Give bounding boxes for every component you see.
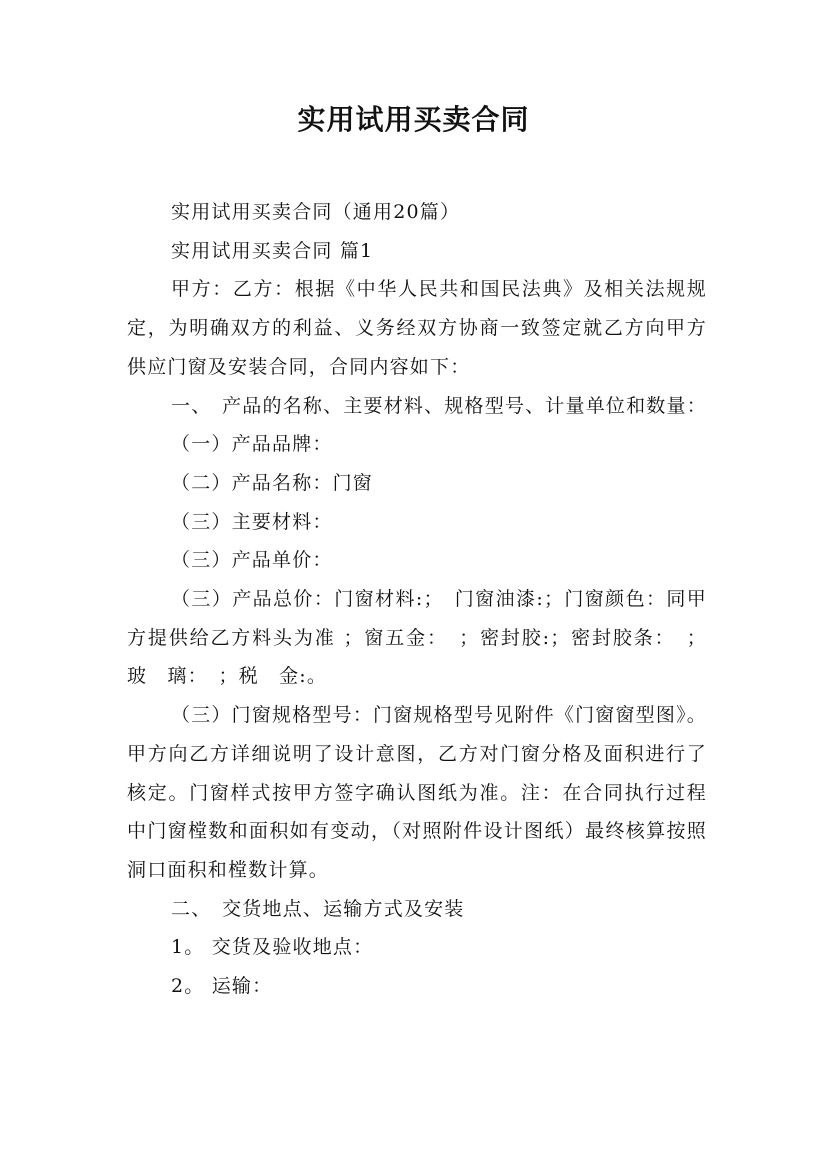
paragraph-brand: （一）产品品牌： — [171, 433, 333, 456]
paragraph-specifications: （三）门窗规格型号：门窗规格型号见附件《门窗窗型图》。甲方向乙方详细说明了设计意图，乙方对门窗分格及面积进行了核定。门窗样式按甲方签字确认图纸为准。注：在合同执行过程中门窗樘数和面积如有变动，（对照附件设计图纸）最终核算按照洞口面积和樘数计算。 — [127, 704, 707, 881]
document-body — [127, 193, 707, 1006]
paragraph-transport: 2。 运输： — [171, 975, 273, 998]
paragraph-total-price: （三）产品总价：门窗材料:； 门窗油漆:；门窗颜色：同甲方提供给乙方料头为准 ；窗五金： ；密封胶:；密封胶条： ；玻 璃： ；税 金:。 — [127, 588, 707, 688]
paragraph-unit-price: （三）产品单价： — [171, 549, 333, 572]
paragraph-subtitle: 实用试用买卖合同（通用20篇） — [171, 201, 461, 223]
paragraph-product-name: （二）产品名称：门窗 — [171, 471, 374, 494]
paragraph-clause-2: 二、 交货地点、运输方式及安装 — [171, 897, 465, 920]
paragraph-delivery-location: 1。 交货及验收地点： — [171, 936, 374, 959]
paragraph-materials: （三）主要材料： — [171, 510, 333, 533]
paragraph-clause-1: 一、 产品的名称、主要材料、规格型号、计量单位和数量： — [171, 394, 707, 417]
document-title: 实用试用买卖合同 — [297, 103, 530, 136]
paragraph-parties: 甲方：乙方：根据《中华人民共和国民法典》及相关法规规定，为明确双方的利益、义务经双方协商一致签定就乙方向甲方供应门窗及安装合同，合同内容如下： — [127, 278, 707, 378]
paragraph-section-heading: 实用试用买卖合同 篇1 — [171, 239, 374, 262]
